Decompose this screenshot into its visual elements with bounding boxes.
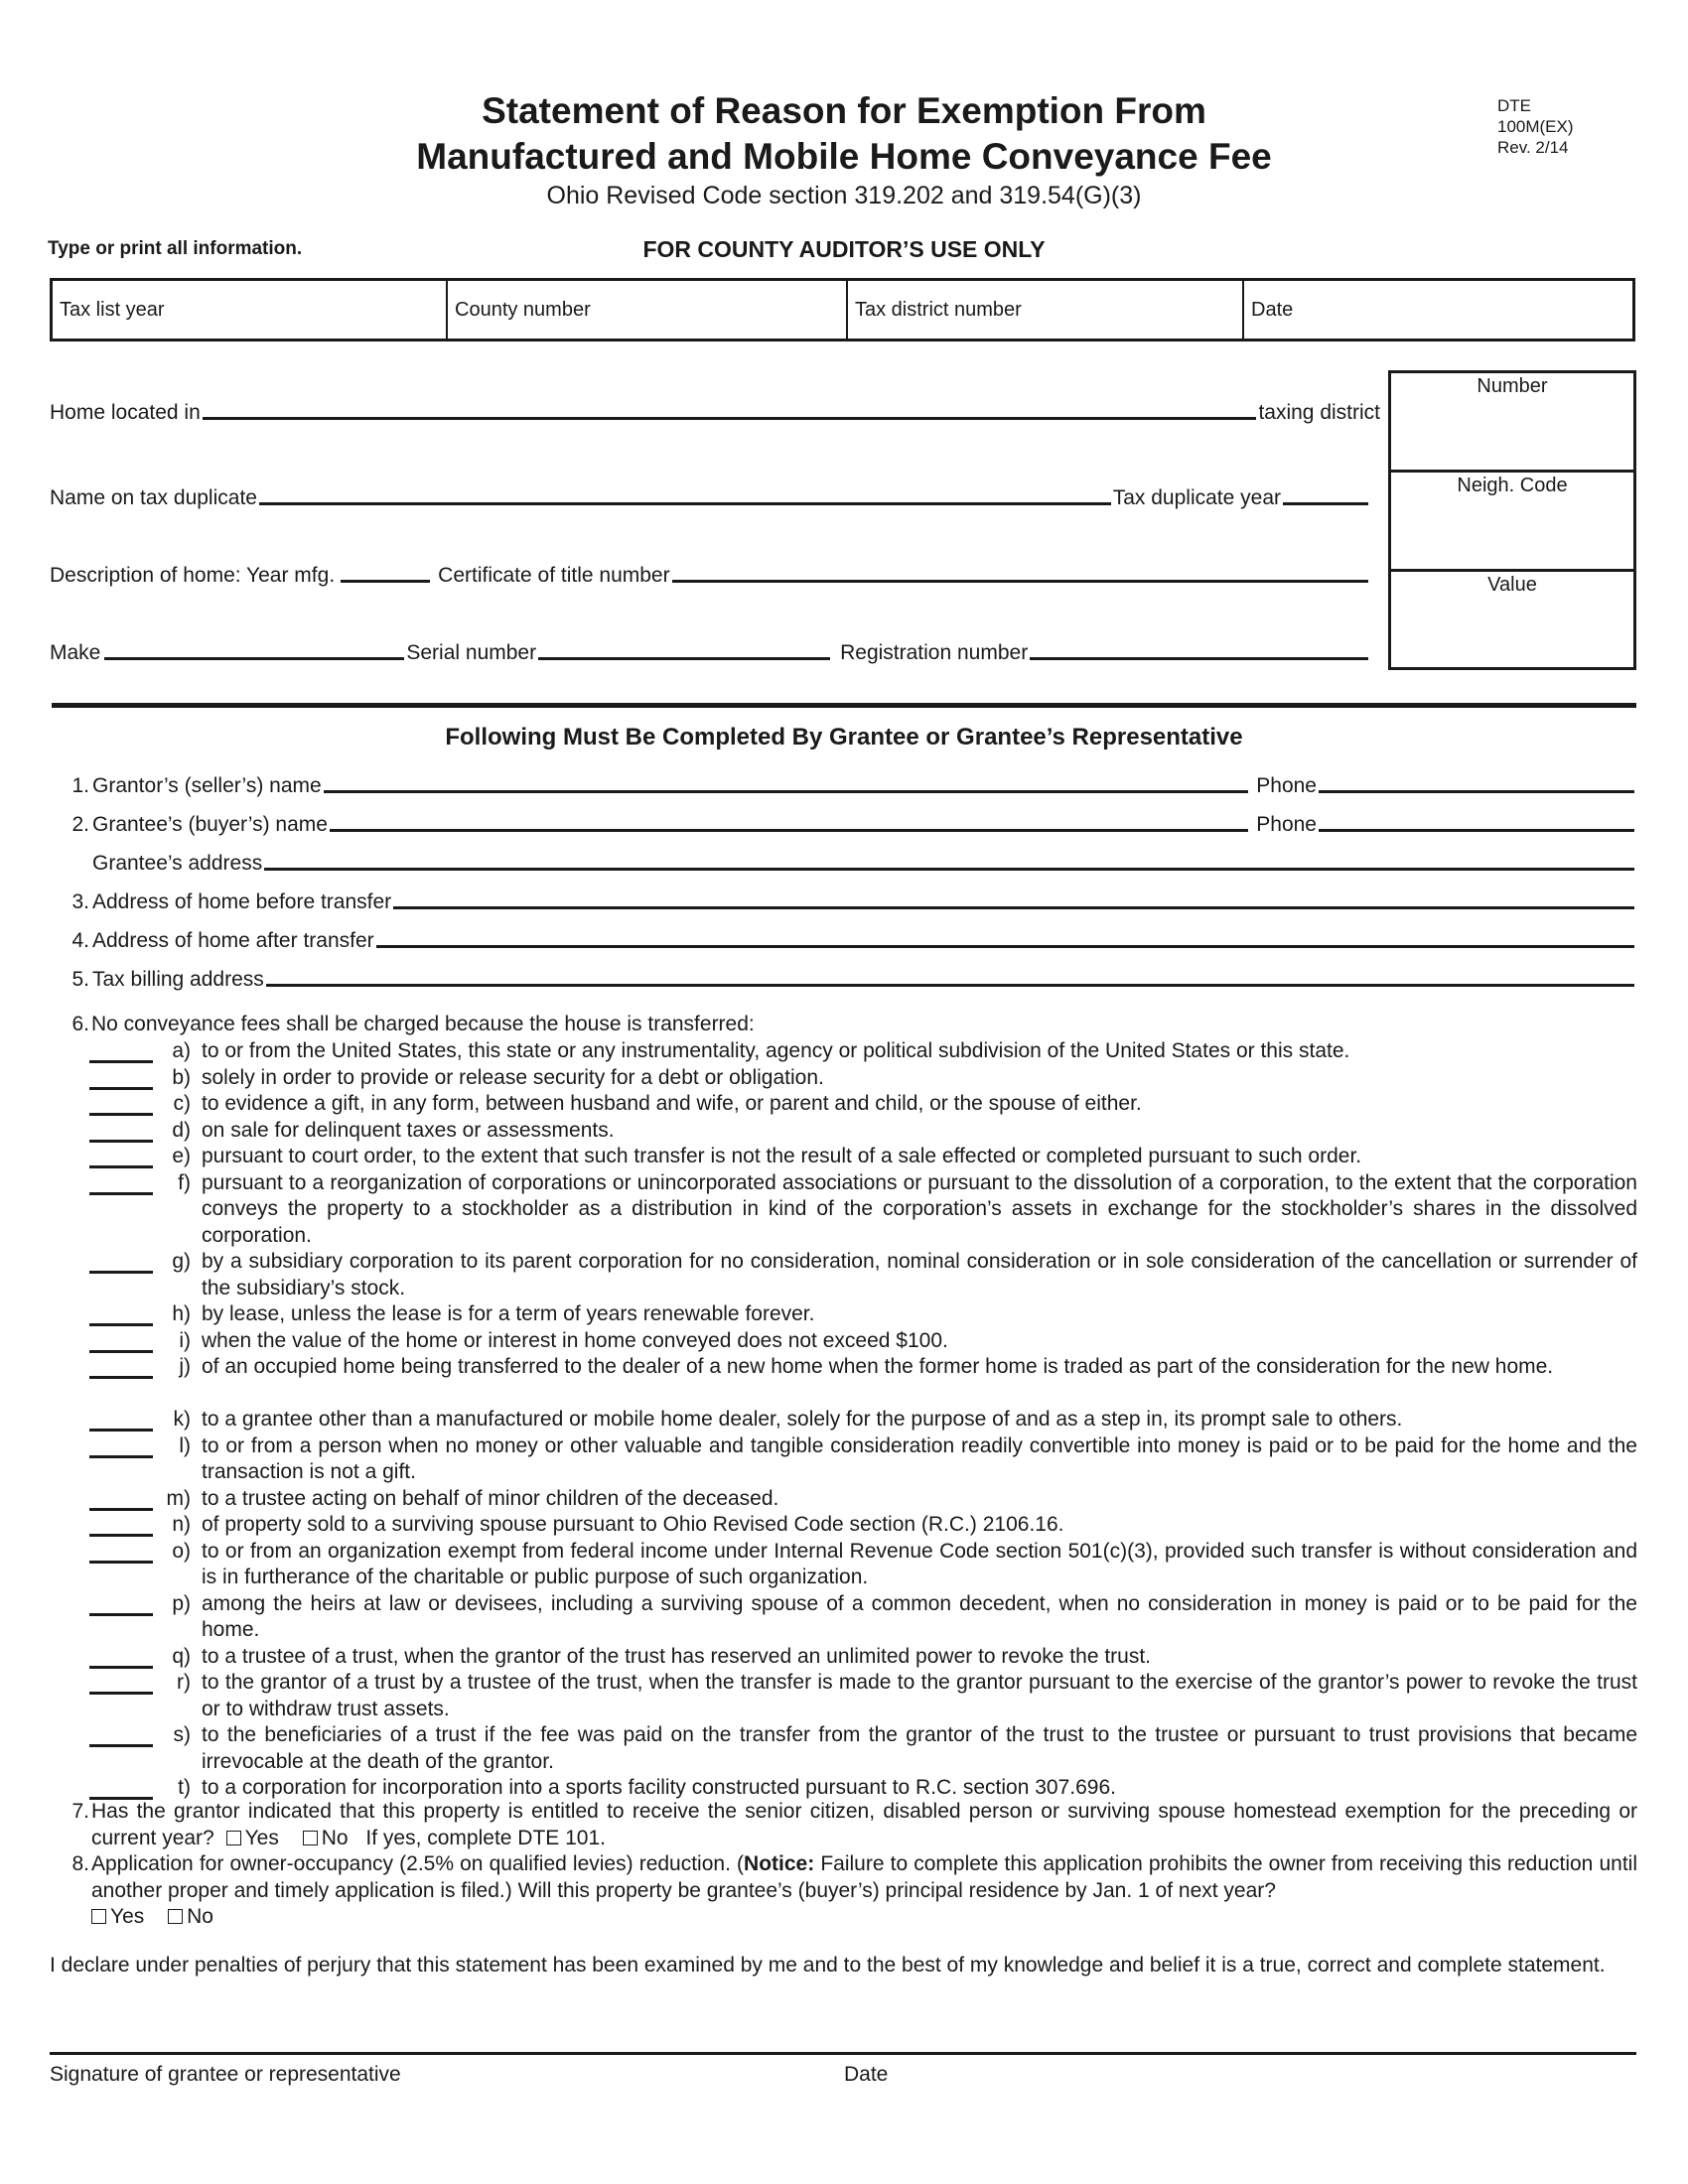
- tax-duplicate-row: [50, 486, 1370, 510]
- exemption-text: to evidence a gift, in any form, between husband and wife, or parent and child, or the spouse of either.: [202, 1092, 1142, 1115]
- q3-row: [60, 890, 1636, 914]
- exemption-text: to a grantee other than a manufactured or mobile home dealer, solely for the purpose of and as a step in, its prompt sale to others.: [202, 1408, 1403, 1431]
- grantee-address-field[interactable]: [264, 867, 1634, 871]
- value-box[interactable]: Value: [1388, 569, 1636, 670]
- tax-district-number-cell[interactable]: Tax district number: [848, 281, 1244, 339]
- exemption-check-line[interactable]: [89, 1666, 153, 1669]
- exemption-text: by a subsidiary corporation to its parent corporation for no consideration, nominal consideration or in sole consideration of the cancellation or surrender of the subsidiary’s stock.: [202, 1250, 1637, 1299]
- tax-list-year-cell[interactable]: Tax list year: [53, 281, 448, 339]
- serial-number-field[interactable]: [538, 656, 830, 660]
- exemption-text: to or from the United States, this state or any instrumentality, agency or political subdivision of the United States or this state.: [202, 1039, 1350, 1062]
- certificate-of-title-field[interactable]: [672, 579, 1368, 583]
- exemption-text: of an occupied home being transferred to the dealer of a new home when the former home is traded as part of the consideration for the new home.: [202, 1355, 1554, 1378]
- q8-number: 8.: [71, 1852, 89, 1875]
- exemption-check-line[interactable]: [89, 1744, 153, 1747]
- q8-no-label: No: [187, 1905, 213, 1928]
- exemption-check-line[interactable]: [89, 1534, 153, 1537]
- exemption-text: solely in order to provide or release security for a debt or obligation.: [202, 1065, 824, 1089]
- q5-number: 5.: [71, 968, 89, 991]
- grantor-name-label: Grantor’s (seller’s) name: [92, 774, 322, 797]
- grantor-phone-field[interactable]: [1319, 789, 1634, 793]
- exemption-letter: s): [173, 1723, 191, 1746]
- exemption-text: to a corporation for incorporation into a sports facility constructed pursuant to R.C. section 307.696.: [202, 1776, 1116, 1799]
- make-field[interactable]: [104, 656, 404, 660]
- exemption-letter: r): [177, 1671, 191, 1694]
- exemption-check-line[interactable]: [89, 1060, 153, 1063]
- exemption-letter: n): [172, 1513, 191, 1536]
- q8-options: [91, 1904, 213, 1931]
- q4-number: 4.: [71, 929, 89, 952]
- home-located-field[interactable]: [203, 416, 1257, 420]
- exemption-text: by lease, unless the lease is for a term of years renewable forever.: [202, 1302, 815, 1325]
- address-before-field[interactable]: [393, 905, 1634, 909]
- exemption-check-line[interactable]: [89, 1561, 153, 1564]
- exemption-letter: i): [179, 1328, 191, 1352]
- grantee-name-field[interactable]: [330, 828, 1248, 832]
- exemption-check-line[interactable]: [89, 1613, 153, 1616]
- tax-duplicate-year-field[interactable]: [1283, 501, 1368, 505]
- exemption-letter: a): [172, 1039, 191, 1062]
- exemption-letter: c): [173, 1092, 191, 1115]
- exemption-letter: g): [172, 1250, 191, 1273]
- serial-number-label: Serial number: [406, 641, 537, 664]
- q6-label: No conveyance fees shall be charged because the house is transferred:: [91, 1013, 755, 1035]
- q8-notice-label: Notice:: [744, 1852, 815, 1875]
- q2-row: [60, 813, 1636, 837]
- address-before-label: Address of home before transfer: [92, 890, 392, 913]
- q5-row: [60, 968, 1636, 992]
- q1-row: [60, 774, 1636, 798]
- q2-number: 2.: [71, 813, 89, 836]
- exemption-check-line[interactable]: [89, 1271, 153, 1274]
- q8-yes-checkbox[interactable]: [91, 1909, 106, 1924]
- tax-billing-field[interactable]: [266, 983, 1634, 987]
- exemption-text: pursuant to court order, to the extent that such transfer is not the result of a sale effected or completed pursuant to such order.: [202, 1145, 1362, 1167]
- exemption-check-line[interactable]: [89, 1508, 153, 1511]
- year-mfg-label: Description of home: Year mfg.: [50, 564, 336, 587]
- exemption-check-line[interactable]: [89, 1113, 153, 1116]
- exemption-check-line[interactable]: [89, 1376, 153, 1379]
- registration-number-label: Registration number: [840, 641, 1029, 664]
- q7-no-label: No: [321, 1826, 349, 1849]
- name-on-tax-duplicate-field[interactable]: [259, 501, 1111, 505]
- exemption-letter: h): [172, 1302, 191, 1325]
- grantor-name-field[interactable]: [324, 789, 1249, 793]
- exemption-letter: o): [172, 1539, 191, 1563]
- declaration: I declare under penalties of perjury that this statement has been examined by me and to the best of my knowledge and belief it is a true, correct and complete statement.: [50, 1954, 1606, 1977]
- form-subtitle: Ohio Revised Code section 319.202 and 319.54(G)(3): [546, 182, 1142, 209]
- county-number-cell[interactable]: County number: [448, 281, 848, 339]
- exemption-check-line[interactable]: [89, 1323, 153, 1326]
- make-row: [50, 641, 1370, 665]
- exemption-check-line[interactable]: [89, 1350, 153, 1353]
- q8-text-block: [91, 1851, 1637, 1904]
- description-row: [50, 564, 1370, 588]
- tax-duplicate-year-label: Tax duplicate year: [1112, 486, 1281, 509]
- exemption-letter: j): [179, 1355, 191, 1378]
- grantor-phone-label: Phone: [1256, 774, 1317, 797]
- exemption-text: on sale for delinquent taxes or assessments.: [202, 1118, 615, 1142]
- exemption-text: to or from a person when no money or other valuable and tangible consideration readily convertible into money is paid or to be paid for the home and the transaction is not a gift.: [202, 1433, 1637, 1483]
- home-located-row: [50, 401, 1380, 425]
- form-title-line2: Manufactured and Mobile Home Conveyance Fee: [416, 136, 1272, 177]
- exemption-check-line[interactable]: [89, 1165, 153, 1168]
- q8-text-before: Application for owner-occupancy (2.5% on qualified levies) reduction. (: [91, 1852, 745, 1875]
- exemption-letter: t): [178, 1776, 191, 1799]
- exemption-text: to a trustee of a trust, when the grantor of the trust has reserved an unlimited power to revoke the trust.: [202, 1644, 1152, 1668]
- exemption-check-line[interactable]: [89, 1192, 153, 1195]
- exemption-text: pursuant to a reorganization of corporations or unincorporated associations or pursuant to the dissolution of a corporation, to the extent that the corporation conveys the property to a stockholder as a distribution in kind of the corporation’s assets in exchange for the stockholder’s shares in the dissolved corporation.: [202, 1170, 1637, 1247]
- q1-number: 1.: [71, 774, 89, 797]
- make-label: Make: [50, 641, 101, 664]
- exemption-letter: q): [172, 1644, 191, 1668]
- county-use-heading: FOR COUNTY AUDITOR’S USE ONLY: [642, 236, 1046, 262]
- exemption-check-line[interactable]: [89, 1455, 153, 1458]
- tax-billing-label: Tax billing address: [92, 968, 264, 991]
- address-after-label: Address of home after transfer: [92, 929, 374, 952]
- q7-yes-label: Yes: [244, 1826, 279, 1849]
- address-after-field[interactable]: [376, 944, 1634, 948]
- exemption-letter: m): [166, 1486, 191, 1510]
- home-located-label: Home located in: [50, 401, 201, 424]
- name-on-tax-duplicate-label: Name on tax duplicate: [50, 486, 257, 509]
- exemption-check-line[interactable]: [89, 1692, 153, 1695]
- grantee-address-label: Grantee’s address: [92, 852, 263, 875]
- form-id: DTE 100M(EX) Rev. 2/14: [1497, 96, 1574, 157]
- exemption-letter: f): [178, 1170, 191, 1194]
- q7-followup: If yes, complete DTE 101.: [365, 1826, 606, 1849]
- q7-number: 7.: [71, 1800, 89, 1823]
- exemption-letter: l): [179, 1433, 191, 1457]
- exemption-text: to or from an organization exempt from federal income under Internal Revenue Code section 501(c)(3), provided such transfer is without consideration and is in furtherance of the charitable or public purpose of such organization.: [202, 1539, 1637, 1588]
- exemption-text: to a trustee acting on behalf of minor children of the deceased.: [202, 1486, 779, 1510]
- exemption-letter: d): [172, 1118, 191, 1142]
- grantee-section-heading: Following Must Be Completed By Grantee or Grantee’s Representative: [445, 724, 1243, 751]
- exemption-text: of property sold to a surviving spouse pursuant to Ohio Revised Code section (R.C.) 2106.16.: [202, 1513, 1064, 1536]
- grantee-phone-label: Phone: [1256, 813, 1317, 836]
- number-box[interactable]: Number: [1388, 370, 1636, 473]
- exemption-text: when the value of the home or interest in home conveyed does not exceed $100.: [202, 1328, 948, 1352]
- exemption-letter: k): [173, 1408, 191, 1431]
- q4-row: [60, 929, 1636, 953]
- date-line[interactable]: [842, 2052, 1636, 2055]
- exemption-letter: p): [172, 1591, 191, 1615]
- exemption-check-line[interactable]: [89, 1429, 153, 1432]
- q7-text: Has the grantor indicated that this property is entitled to receive the senior citizen, disabled person or surviving spouse homestead exemption for the preceding or current year?: [91, 1800, 1637, 1849]
- exemption-check-line[interactable]: [89, 1140, 153, 1143]
- q7-yes-checkbox[interactable]: [226, 1831, 241, 1845]
- exemption-letter: b): [172, 1065, 191, 1089]
- q8-text-after: Failure to complete this application prohibits the owner from receiving this reduction until another proper and timely application is filed.) Will this property be grantee’s (buyer’s) principal residence by Jan. 1 of next year?: [91, 1852, 1637, 1902]
- q6-number: 6.: [71, 1013, 89, 1035]
- date-cell[interactable]: Date: [1251, 299, 1294, 321]
- registration-number-field[interactable]: [1030, 656, 1368, 660]
- q7-text-block: [91, 1799, 1637, 1851]
- grantee-phone-field[interactable]: [1319, 828, 1634, 832]
- grantee-name-label: Grantee’s (buyer’s) name: [92, 813, 328, 836]
- county-use-table: [50, 278, 1635, 341]
- signature-label: Signature of grantee or representative: [50, 2063, 401, 2086]
- grantee-address-row: [60, 852, 1636, 876]
- q3-number: 3.: [71, 890, 89, 913]
- q8-no-checkbox[interactable]: [168, 1909, 183, 1924]
- exemption-text: to the beneficiaries of a trust if the fee was paid on the transfer from the grantor of the trust to the trustee or pursuant to trust provisions that became irrevocable at the death of the grantor.: [202, 1723, 1637, 1773]
- year-mfg-field[interactable]: [341, 579, 430, 583]
- certificate-of-title-label: Certificate of title number: [438, 564, 670, 587]
- taxing-district-label: taxing district: [1258, 401, 1380, 424]
- signature-line[interactable]: [50, 2052, 845, 2055]
- exemption-text: among the heirs at law or devisees, including a surviving spouse of a common decedent, when no consideration in money is paid or to be paid for the home.: [202, 1591, 1637, 1641]
- q7-no-checkbox[interactable]: [303, 1831, 318, 1845]
- exemption-text: to the grantor of a trust by a trustee of the trust, when the transfer is made to the grantor pursuant to the exercise of the grantor’s power to revoke the trust or to withdraw trust assets.: [202, 1671, 1637, 1720]
- form-title-line1: Statement of Reason for Exemption From: [482, 90, 1206, 131]
- exemption-check-line[interactable]: [89, 1087, 153, 1090]
- instructions: Type or print all information.: [48, 238, 303, 259]
- exemption-letter: e): [172, 1145, 191, 1167]
- date-label: Date: [844, 2063, 889, 2086]
- section-divider: [52, 703, 1636, 708]
- q8-yes-label: Yes: [110, 1905, 145, 1928]
- neigh-code-box[interactable]: Neigh. Code: [1388, 470, 1636, 572]
